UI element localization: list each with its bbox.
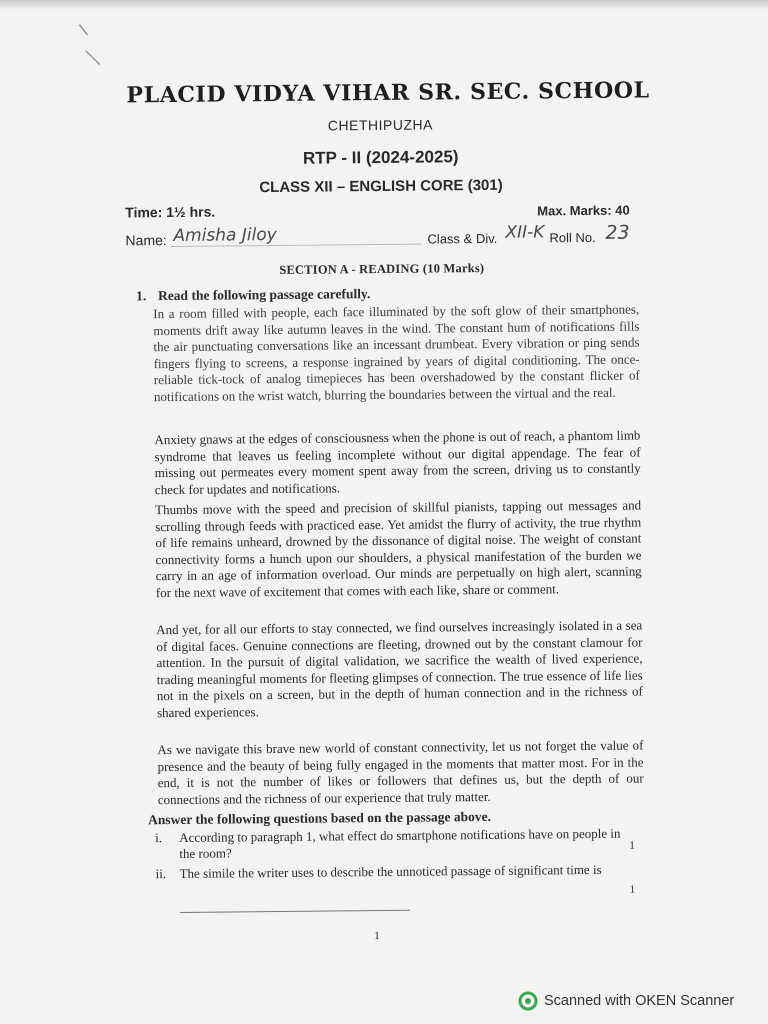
passage-paragraph-3: Thumbs move with the speed and precision of skillful pianists, tapping out messages and scrolling through feeds with practiced ease. Yet amidst the flurry of activity, the true rhythm of life remains unheard, drowned by the dissonance of digital noise. The weight of constant connectivity forms a hunch upon our shoulders, a physical manifestation of the burden we carry in an age of information overload. Our minds are perpetually on high alert, scanning for the next wave of excitement that comes with each like, share or comment. [155,497,642,600]
question-roman-numeral: ii. [155,866,167,882]
time-label: Time: 1½ hrs. [125,203,216,221]
class-subject: CLASS XII – ENGLISH CORE (301) [259,176,503,197]
passage-paragraph-2: Anxiety gnaws at the edges of consciousness when the phone is out of reach, a phantom limb syndrome that leaves us feeling incomplete without our digital appendage. The fear of missing out permeates every moment spent away from the screen, driving us to constantly check for updates and notifications. [154,427,641,497]
class-div-handwritten-value: XII-K [505,222,545,243]
school-name: PLACID VIDYA VIHAR SR. SEC. SCHOOL [126,77,650,109]
question-title: Read the following passage carefully. [157,286,371,304]
question-roman-numeral: i. [155,830,163,846]
answer-line [180,910,410,913]
exam-title: RTP - II (2024-2025) [302,147,459,168]
page-number: 1 [374,930,380,943]
passage-paragraph-5: As we navigate this brave new world of constant connectivity, let us not forget the value of presence and the beauty of being fully engaged in the moments that matter most. For in the end, it is not the number of likes or followers that defines us, but the depth of our connections and the richness of our experience that truly matter. [157,737,644,807]
roll-no-label: Roll No. [549,229,596,246]
max-marks-label: Max. Marks: 40 [537,202,630,219]
question-item [155,861,636,896]
question-text: According to paragraph 1, what effect do smartphone notifications have on people in the room? [179,825,621,861]
scanner-watermark [518,991,734,1011]
question-marks: 1 [629,883,636,896]
oken-scanner-logo-icon [518,991,538,1011]
class-div-label: Class & Div. [427,230,498,247]
answer-questions-heading: Answer the following questions based on the passage above. [147,808,492,828]
school-place: CHETHIPUZHA [327,116,434,134]
roll-no-handwritten-value: 23 [605,221,630,244]
passage-paragraph-1: In a room filled with people, each face illuminated by the soft glow of their smartphones, moments drift away like autumn leaves in the wind. The constant hum of notifications fills the air punctuating conversations like an incessant drumbeat. Every vibration or ping sends fingers flying to screens, a response ingrained by years of digital conditioning. The once-reliable tick-tock of analog timepieces has been overshadowed by the constant flicker of notifications on the wrist watch, blurring the boundaries between the virtual and the real. [153,301,640,404]
student-details-row [125,221,645,254]
section-title: SECTION A - READING (10 Marks) [279,260,485,277]
pen-tick-marks-icon [73,21,113,71]
question-item [155,826,635,863]
passage-paragraph-4: And yet, for all our efforts to stay connected, we find ourselves increasingly isolated in a sea of digital faces. Genuine connections are fleeting, drowned out by the constant clamour for attention. In the pursuit of digital validation, we sacrifice the wealth of lived experience, trading meaningful moments for fleeting glimpses of connection. The true essence of life lies not in the pixels on a screen, but in the depth of human connection and in the richness of shared experiences. [156,617,643,720]
question-text: The simile the writer uses to describe the unnoticed passage of significant time is [179,861,602,881]
name-handwritten-value: Amisha Jiloy [173,224,277,246]
name-label: Name: [125,232,167,249]
scanner-watermark-text: Scanned with OKEN Scanner [544,993,735,1009]
question-number: 1. [135,288,147,304]
question-marks: 1 [629,839,635,852]
